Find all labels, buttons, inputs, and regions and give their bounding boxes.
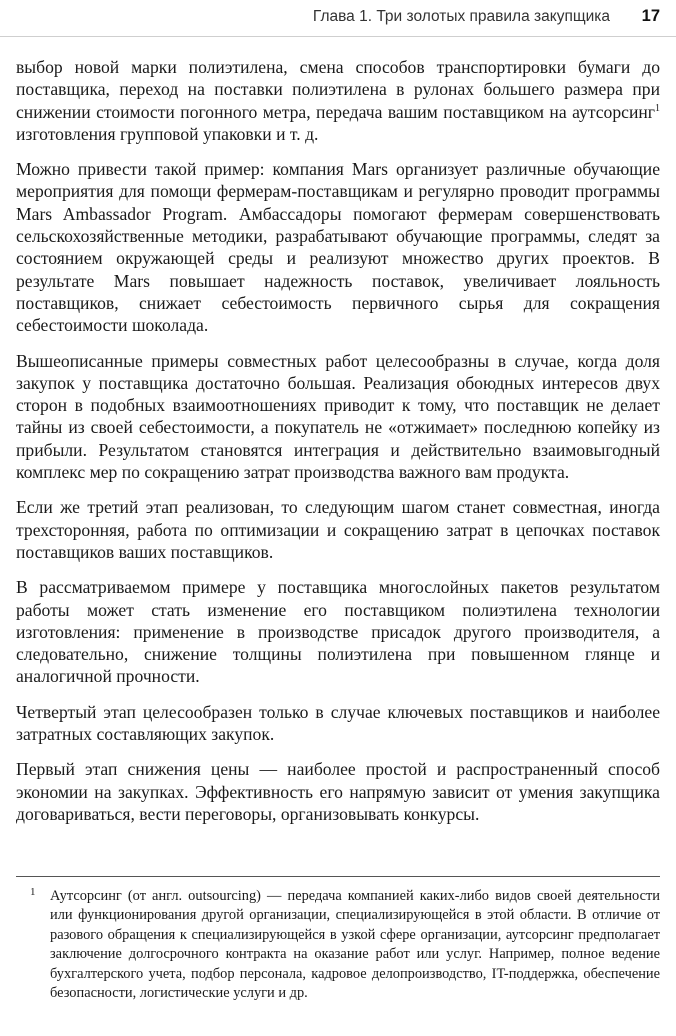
footnote-text: Аутсорсинг (от англ. outsourcing) — передача компанией каких-либо видов своей деятельности или функционирования другой организации, специализирующейся в этой области. В отличие от разового обращения к специализирующейся в узкой сфере организации, аутсорсинг предполагает заключение долгосрочного контракта на оказание работ или услуг. Например, полное ведение бухгалтерского учета, подбор персонала, кадровое делопроизводство, IT-поддержка, обеспечение безопасности, логистические услуги и др. xyxy=(50,888,660,1002)
paragraph: выбор новой марки полиэтилена, смена способов транспортировки бумаги до поставщика, переход на поставки полиэтилена в рулонах большего размера при снижении стоимости погонного метра, передача вашим поставщиком на аутсорсинг$^1$ изготовления групповой упаковки и т. д. xyxy=(16,57,660,144)
paragraph: В рассматриваемом примере у поставщика многослойных пакетов результатом работы может стать изменение его поставщиком полиэтилена технологии изготовления: применение в производстве присадок другого производителя, а следовательно, снижение толщины полиэтилена при повышенном глянце и аналогичной прочности. xyxy=(16,577,660,687)
chapter-title: Глава 1. Три золотых правила закупщика xyxy=(312,8,610,25)
running-header xyxy=(0,0,676,37)
paragraph: Можно привести такой пример: компания Mars организует различные обучающие мероприятия для помощи фермерам-поставщикам и регулярно проводит программы Mars Ambassador Program. Амбассадоры помогают фермерам совершенствовать сельскохозяйственные методики, разрабатывают обучающие программы, следят за состоянием окружающей среды и реализуют множество других проектов. В результате Mars повышает надежность поставок, увеличивает лояльность поставщиков, снижает себестоимость первичного сырья для сокращения себестоимости шоколада. xyxy=(16,159,660,336)
page-body xyxy=(16,56,660,838)
footnote-mark: 1 xyxy=(30,886,36,898)
paragraph: Первый этап снижения цены — наиболее простой и распространенный способ экономии на закупках. Эффективность его напрямую зависит от умения закупщика договариваться, вести переговоры, организовывать конкурсы. xyxy=(16,759,660,824)
paragraph: Четвертый этап целесообразен только в случае ключевых поставщиков и наиболее затратных составляющих закупок. xyxy=(16,701,660,745)
page-number: 17 xyxy=(641,7,660,25)
footnote-ref: 1 xyxy=(655,102,660,114)
paragraph: Если же третий этап реализован, то следующим шагом станет совместная, иногда трехсторонняя, работа по оптимизации и сокращению затрат в цепочках поставок поставщиков ваших поставщиков. xyxy=(16,497,660,562)
paragraph: Вышеописанные примеры совместных работ целесообразны в случае, когда доля закупок у поставщика достаточно большая. Реализация обоюдных интересов двух сторон в подобных взаимоотношениях приводит к тому, что поставщик не делает тайны из своей себестоимости, а покупатель не «отжимает» последнюю копейку из прибыли. Результатом становятся интеграция и действительно взаимовыгодный комплекс мер по сокращению затрат производства важного вам продукта. xyxy=(16,350,660,483)
footnote xyxy=(16,876,660,1003)
